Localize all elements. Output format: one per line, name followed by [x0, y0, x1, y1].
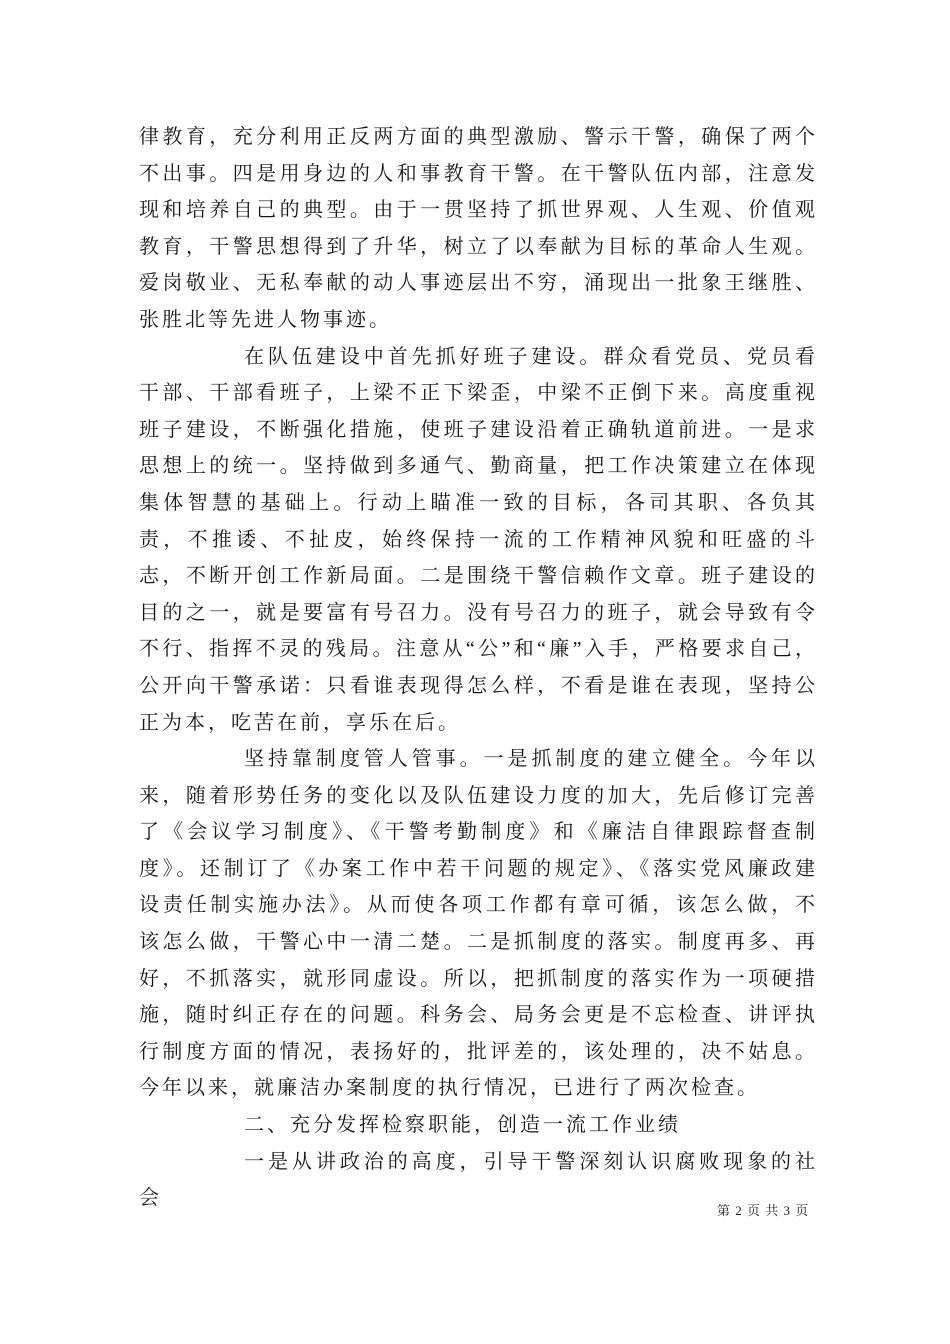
section-heading-two: 二、充分发挥检察职能，创造一流工作业绩 [244, 1114, 681, 1137]
paragraph-political-awareness: 一是从讲政治的高度，引导干警深刻认识腐败现象的社会 [139, 1150, 818, 1210]
document-body [139, 119, 818, 1217]
paragraph-system-management: 坚持靠制度管人管事。一是抓制度的建立健全。今年以来，随着形势任务的变化以及队伍建设力度的加大，先后修订完善了《会议学习制度》、《干警考勤制度》和《廉洁自律跟踪督查制度》。还制订了《办案工作中若干问题的规定》、《落实党风廉政建设责任制实施办法》。从而使各项工作都有章可循，该怎么做，不该怎么做，干警心中一清二楚。二是抓制度的落实。制度再多、再好，不抓落实，就形同虚设。所以，把抓制度的落实作为一项硬措施，随时纠正存在的问题。科务会、局务会更是不忘检查、讲评执行制度方面的情况，表扬好的，批评差的，该处理的，决不姑息。今年以来，就廉洁办案制度的执行情况，已进行了两次检查。 [139, 748, 818, 1100]
paragraph-leadership-team-building: 在队伍建设中首先抓好班子建设。群众看党员、党员看干部、干部看班子，上梁不正下梁歪，中梁不正倒下来。高度重视班子建设，不断强化措施，使班子建设沿着正确轨道前进。一是求思想上的统一。坚持做到多通气、勤商量，把工作决策建立在体现集体智慧的基础上。行动上瞄准一致的目标，各司其职、各负其责，不推诿、不扯皮，始终保持一流的工作精神风貌和旺盛的斗志，不断开创工作新局面。二是围绕干警信赖作文章。班子建设的目的之一，就是要富有号召力。没有号召力的班子，就会导致有令不行、指挥不灵的残局。注意从“公”和“廉”入手，严格要求自己，公开向干警承诺：只看谁表现得怎么样，不看是谁在表现，坚持公正为本，吃苦在前，享乐在后。 [139, 345, 818, 734]
page-footer [717, 1200, 817, 1219]
page-number-indicator: 第 2 页 共 3 页 [717, 1203, 810, 1218]
paragraph-discipline-education: 律教育，充分利用正反两方面的典型激励、警示干警，确保了两个不出事。四是用身边的人和事教育干警。在干警队伍内部，注意发现和培养自己的典型。由于一贯坚持了抓世界观、人生观、价值观教育，干警思想得到了升华，树立了以奉献为目标的革命人生观。爱岗敬业、无私奉献的动人事迹层出不穷，涌现出一批象王继胜、张胜北等先进人物事迹。 [139, 126, 818, 331]
